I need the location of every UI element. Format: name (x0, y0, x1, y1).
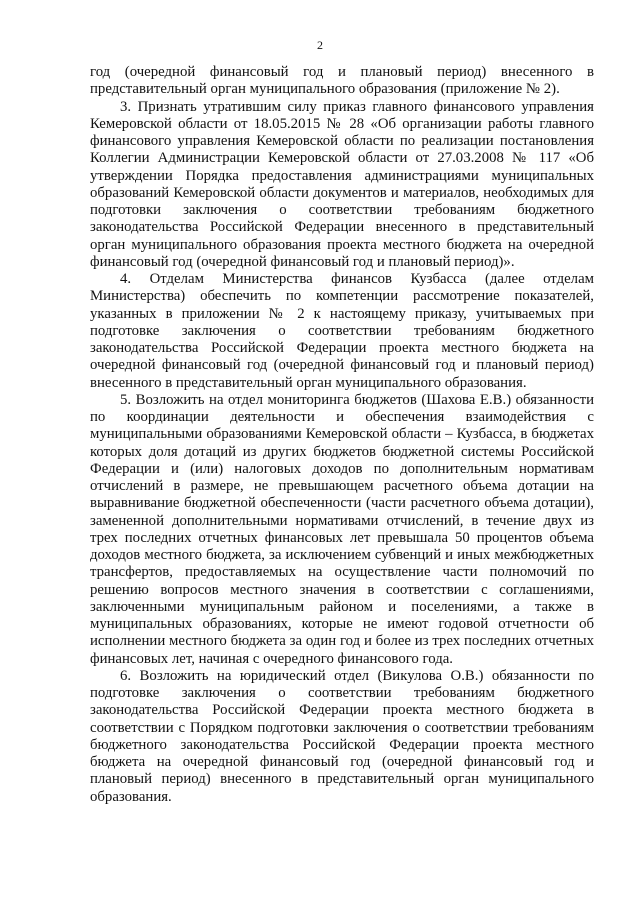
paragraph-item-3: 3. Признать утратившим силу приказ главного финансового управления Кемеровской области от 18.05.2015 № 28 «Об организации работы главного финансового управления Кемеровской области по реализации постановления Коллегии Администрации Кемеровской области от 27.03.2008 № 117 «Об утверждении Порядка предоставления администрациями муниципальных образований Кемеровской области документов и материалов, необходимых для подготовки заключения о соответствии требованиям бюджетного законодательства Российской Федерации внесенного в представительный орган муниципального образования проекта местного бюджета на очередной финансовый год (очередной финансовый год и плановый период)». (90, 98, 594, 270)
page-number: 2 (317, 38, 323, 52)
paragraph-continuation: год (очередной финансовый год и плановый период) внесенного в представительный орган муниципального образования (приложение № 2). (90, 64, 594, 98)
paragraph-item-5: 5. Возложить на отдел мониторинга бюджетов (Шахова Е.В.) обязанности по координации деятельности и обеспечения взаимодействия с муниципальными образованиями Кемеровской области – Кузбасса, в бюджетах которых доля дотаций из других бюджетов бюджетной системы Российской Федерации и (или) налоговых доходов по дополнительным нормативам отчислений в размере, не превышающем расчетного объема дотации на выравнивание бюджетной обеспеченности (части расчетного объема дотации), замененной дополнительными нормативами отчислений, в течение двух из трех последних отчетных финансовых лет превышала 50 процентов объема доходов местного бюджета, за исключением субвенций и иных межбюджетных трансфертов, предоставляемых на осуществление части полномочий по решению вопросов местного значения в соответствии с соглашениями, заключенными муниципальным районом и поселениями, а также в муниципальных образованиях, которые не имеют годовой отчетности об исполнении местного бюджета за один год и более из трех последних отчетных финансовых лет, начиная с очередного финансового года. (90, 391, 594, 667)
paragraph-item-4: 4. Отделам Министерства финансов Кузбасса (далее отделам Министерства) обеспечить по компетенции рассмотрение показателей, указанных в приложении № 2 к настоящему приказу, учитываемых при подготовке заключения о соответствии требованиям бюджетного законодательства Российской Федерации проекта местного бюджета на очередной финансовый год (очередной финансовый год и плановый период) внесенного в представительный орган муниципального образования. (90, 271, 594, 391)
document-body (90, 64, 594, 806)
paragraph-item-6: 6. Возложить на юридический отдел (Викулова О.В.) обязанности по подготовке заключения о соответствии требованиям бюджетного законодательства Российской Федерации проекта местного бюджета в соответствии с Порядком подготовки заключения о соответствии требованиям бюджетного законодательства Российской Федерации проекта местного бюджета на очередной финансовый год (очередной финансовый год и плановый период) внесенного в представительный орган муниципального образования. (90, 667, 594, 805)
